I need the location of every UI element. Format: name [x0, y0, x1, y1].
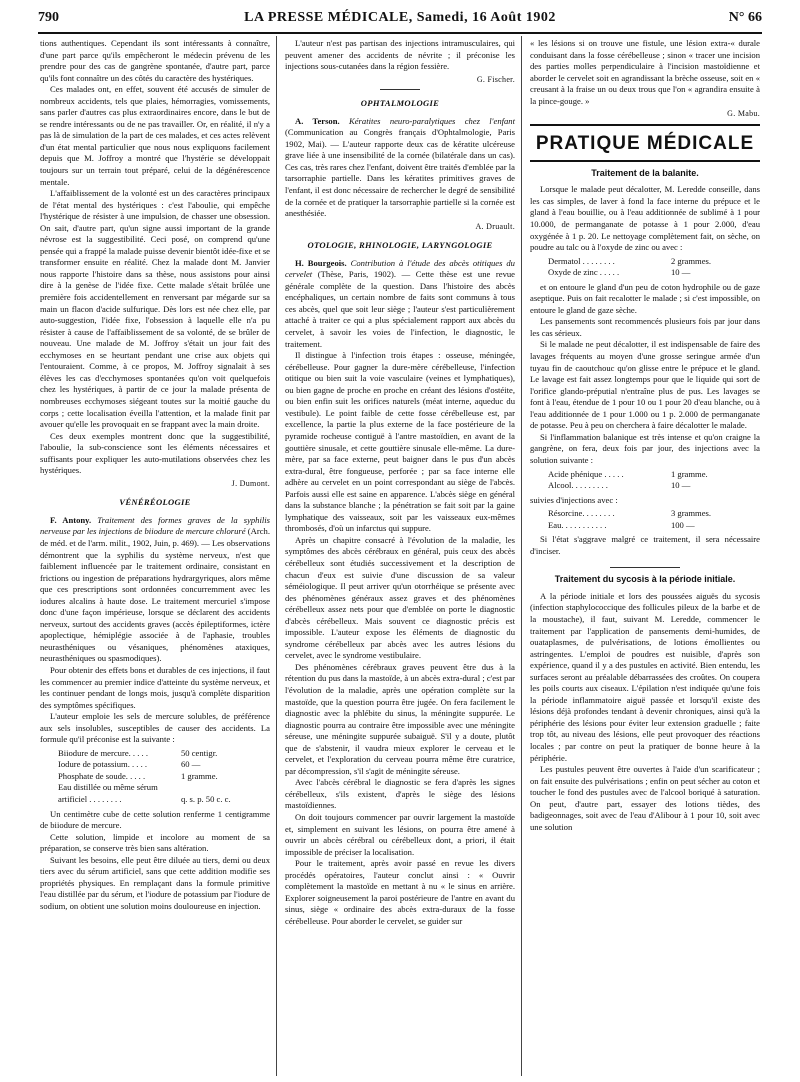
abstract-author: H. Bourgeois.	[295, 257, 347, 268]
formula-row	[40, 771, 270, 783]
author-signature: G. Fischer.	[476, 74, 515, 84]
section-heading: OTOLOGIE, RHINOLOGIE, LARYNGOLOGIE	[307, 240, 493, 251]
abstract-title: Traitement des formes graves de la syphilis nerveuse par les injections de biiodure de mercure chloruré	[40, 514, 270, 537]
paragraph: Si l'inflammation balanique est très intense et qu'on craigne la gangrène, on fera, deux fois par jour, des injections avec la solution suivante :	[530, 431, 760, 465]
prescription-formula	[530, 256, 760, 279]
paragraph: Un centimètre cube de cette solution renferme 1 centigramme de biiodure de mercure.	[40, 808, 270, 831]
prescription-formula	[530, 508, 760, 531]
paragraph: Il distingue à l'infection trois étapes : osseuse, méningée, cérébelleuse. Pour gagner la dure-mère cérébelleuse, l'infection otitique ou bien suit la voie vasculaire (veines et lymphatiques), ou bien gagne de proche en proche en créant des lésions d'ostéite, ou bien enfin suit les orifices naturels (méat interne, aqueduc du vestibule). Le point faible de cette fosse cérébelleuse est, par excellence, la partie la plus externe de la face postérieure de la pyramide rocheuse contiguë à l'antre mastoïdien, en avant de la gouttière sinusale, et cette gouttière sinusale elle-même. La dure-mère, par sa face externe, peut baigner dans le pus d'un abcès extra-dural, être fongueuse, perforée ; par sa face interne elle adhère au cervelet en un point correspondant au siège de l'abcès. Parfois aussi elle est saine en apparence. L'abcès siège en général dans la substance blanche ; la pénétration se fait soit par la gaine lymphatique des vaisseaux, soit par les vaisseaux eux-mêmes thrombosés, d'où un infarctus qui suppure.	[285, 350, 515, 534]
formula-row	[530, 520, 760, 532]
ingredient: Iodure de potassium. . . . .	[58, 759, 148, 770]
paragraph: tions authentiques. Cependant ils sont intéressants à connaître, d'une part parce qu'ils empêcheront le médecin prévenu de les prendre pour des cas de gangrène spontanée, d'autre part, parce qu'ils font connaître un des côtés du caractère des hystériques.	[40, 38, 270, 83]
section-rule	[530, 124, 760, 126]
column-divider	[276, 36, 277, 1076]
quantity: 1 gramme.	[180, 770, 218, 781]
issue-number: N° 66	[728, 10, 762, 25]
column-divider	[521, 36, 522, 1076]
formula-row	[40, 748, 270, 760]
ingredient: Oxyde de zinc . . . . .	[548, 267, 620, 278]
formula-row	[40, 759, 270, 771]
separator-rule	[610, 567, 680, 568]
ingredient: Alcool. . . . . . . . .	[548, 480, 608, 491]
prescription-formula	[40, 748, 270, 806]
section-title: PRATIQUE MÉDICALE	[535, 132, 755, 154]
paragraph: suivies d'injections avec :	[530, 494, 618, 505]
paragraph: Les pansements sont recommencés plusieurs fois par jour dans les cas sérieux.	[530, 316, 760, 338]
ingredient: Dermatol . . . . . . . .	[548, 255, 615, 266]
abstract-paragraph	[285, 258, 515, 350]
paragraph: Suivant les besoins, elle peut être diluée au tiers, demi ou deux tiers avec du sérum artificiel, sans que cette addition modifie ses propriétés physiques. En remplaçant dans la formule primitive l'eau distillée par du sérum, et l'iodure de potassium par l'iodure de sodium, on obtient une solution moins douloureuse en injection.	[40, 854, 270, 911]
paragraph: Les pustules peuvent être ouvertes à l'aide d'un scarificateur ; on fait ensuite des pulvérisations ; enfin on peut sécher au coton et toucher le fond des pustules avec de l'alcool boriqué à saturation. On peut, d'autre part, essayer des lotions tièdes, des badigeonnages, soit avec de l'eau d'Alibour à 1 pour 10, soit avec une solution	[530, 764, 760, 832]
paragraph: Si l'état s'aggrave malgré ce traitement, il sera nécessaire d'inciser.	[530, 534, 760, 556]
ingredient: Eau distillée ou même sérum	[58, 782, 158, 793]
article-heading: Traitement de la balanite.	[591, 167, 699, 178]
ingredient: Eau. . . . . . . . . . .	[548, 519, 607, 530]
article-heading: Traitement du sycosis à la période initiale.	[554, 574, 736, 585]
formula-row	[530, 480, 760, 492]
quantity: 50 centigr.	[180, 747, 218, 758]
author-signature: G. Mabu.	[727, 109, 760, 119]
abstract-author: A. Terson.	[295, 115, 340, 126]
paragraph: L'auteur n'est pas partisan des injections intramusculaires, qui peuvent amener des accidents de névrite ; il préconise les injections sous-cutanées dans la région fessière.	[285, 38, 515, 72]
ingredient: Acide phénique . . . . .	[548, 468, 624, 479]
formula-row	[530, 469, 760, 481]
quantity: 3 grammes.	[670, 508, 712, 519]
separator-rule	[380, 89, 420, 90]
author-signature: A. Druault.	[475, 221, 515, 231]
column-1	[40, 38, 270, 912]
quantity: 60 —	[180, 759, 201, 770]
formula-row	[530, 267, 760, 279]
paragraph: Ces malades ont, en effet, souvent été accusés de simuler de nombreux accidents, tels que plaies, hémorragies, vomissements, sans parler d'autres cas plus extraordinaires encore, dans le but de se rendre intéressants ou de ne pas travailler. Or, en réalité, il n'y a pas là de simulation de la part de ces malades, et ces actes relèvent d'un état mental particulier que nous nous expliquons facilement depuis que M. Joffroy a montré que l'hystérie se développait toujours sur un terrain tout préparé, celui de la dégénérescence mentale.	[40, 84, 270, 187]
paragraph: A la période initiale et lors des poussées aiguës du sycosis (infection staphylococcique des follicules pileux de la barbe et de la moustache), il faut, suivant M. Leredde, commencer le traitement par l'application de pansements demi-humides, de ouataplasmes, de pulvérisations, de lotions émollientes ou astringentes. L'emploi de poudres est nuisible, d'après son expérience, quand il y a des pustules en activité. Bien entendu, les surfaces seront au préalable débarrassées des croûtes. On coupera les poils courts aux ciseaux. L'épilation n'est indiquée qu'une fois la période inflammatoire aiguë passée et lorsqu'il existe des lésions déjà profondes tendant à devenir chroniques, ainsi qu'à la périphérie des lésions pour éviter leur extension graduelle ; faite trop tôt, au niveau des lésions, elle peut provoquer des réactions locales ; par contre on peut la pratiquer de bonne heure à la périphérie.	[530, 590, 760, 763]
paragraph: L'auteur emploie les sels de mercure solubles, de préférence aux sels insolubles, susceptibles de causer des accidents. La formule qu'il préconise est la suivante :	[40, 711, 270, 745]
header-rule	[38, 32, 762, 34]
paragraph: Après un chapitre consacré à l'évolution de la maladie, les symptômes des abcès cérébraux en général, puis ceux des abcès cérébelleux sont étudiés successivement et la description de chacun d'eux est suivie d'une discussion de sa valeur séméiologique. Il peut arriver qu'un otorrhéique se présente avec des phénomènes généraux assez graves et des phénomènes cérébelleux assez nets pour que d'emblée on porte le diagnostic d'abcès cérébelleux. Mais souvent ce diagnostic précis est impossible. L'auteur expose les éléments de diagnostic du syndrome cérébelleux par abcès avec les autres lésions du cervelet, avec le syndrome vestibulaire.	[285, 534, 515, 661]
section-heading: VÉNÉRÉOLOGIE	[119, 497, 191, 508]
formula-row	[40, 782, 270, 794]
abstract-text: (Thèse, Paris, 1902). — Cette thèse est une revue générale complète de la question. Dans l'histoire des abcès encéphaliques, un certain nombre de faits sont communs à tous ces abcès, quel que soit leur siège ; l'auteur s'est particulièrement attaché à traiter ce qui a plus spécialement rapport aux abcès du cervelet, à savoir les voies de l'infection, le diagnostic, le traitement.	[285, 269, 515, 349]
paragraph: Si le malade ne peut décalotter, il est indispensable de faire des lavages fréquents au moyen d'une grosse seringue armée d'un tuyau fin de caoutchouc qu'on glisse entre le prépuce et le gland. Le lavage est fait assez longtemps pour que le liquide qui sort de l'orifice glando-préputial n'entraîne plus de pus. Les lavages se font à l'eau, étendue de 1 pour 10 ou 1 pour 20 d'eau blanche, ou à l'eau additionnée de 1 pour 1.000 ou 1 p. 2.000 de permanganate de potasse. Peu à peu on cherchera à faire décalotter le malade.	[530, 339, 760, 431]
quantity: 100 —	[670, 519, 695, 530]
quantity: q. s. p. 50 c. c.	[180, 794, 231, 804]
paragraph: Pour le traitement, après avoir passé en revue les divers procédés opératoires, l'auteur conclut ainsi : « Ouvrir complètement la mastoïde en mettant à nu « le sinus en arrière. Explorer soigneusement la paroi postérieure de l'antre en avant du sinus, siège « ordinaire des abcès extra-duraux de la fosse cérébelleuse. Pour aborder le cervelet, se guider sur	[285, 858, 515, 926]
page-header	[38, 10, 762, 30]
paragraph: L'affaiblissement de la volonté est un des caractères principaux de l'état mental des hystériques : c'est l'aboulie, qui empêche l'hystérique de résister à une impulsion, de chasser une obsession. On sait, d'autre part, qu'un signe aussi important de la grande névrose est la suggestibilité. Ceci posé, on comprend qu'une pensée qui a frappé la malade puisse devenir bientôt idée-fixe et se transformer ensuite en réalité. Chez la malade dont M. Janvier nous rapporte l'histoire dans sa thèse, nous assistons pour ainsi dire à la genèse de l'idée fixe. Cette malade s'était brûlée une première fois accidentellement en renversant par mégarde sur sa main un flacon d'acide sulfurique. Dès lors est née chez elle, par auto-suggestion, l'idée fixe, l'obsession à laquelle elle n'a pu résister à cause de l'affaiblissement de sa volonté, de se brûler de nouveau. Une malade de M. Joffroy s'était un jour fait des ecchymoses en se heurtant pendant une crise aux objets qui l'entouraient. Comme, à ce propos, M. Joffroy signalait à ses élèves les cas d'ecchymoses spontanées qu'on voit quelquefois chez les hystériques, à partir de ce jour la malade présenta de nombreuses ecchymoses siégeant toutes sur la moitié gauche du corps ; cette localisation éveilla l'attention, et la malade finit par avouer qu'elle les provoquait en se frappant avec la main droite.	[40, 188, 270, 430]
paragraph: Pour obtenir des effets bons et durables de ces injections, il faut les commencer au premier indice d'atteinte du système nerveux, et les continuer pendant de longs mois, jusqu'à complète disparition des symptômes spécifiques.	[40, 664, 270, 710]
column-3	[530, 38, 760, 833]
column-2	[285, 38, 515, 927]
journal-title: LA PRESSE MÉDICALE, Samedi, 16 Août 1902	[244, 10, 556, 25]
author-signature: J. Dumont.	[231, 478, 270, 488]
paragraph: « les lésions si on trouve une fistule, une lésion extra-« durale conduisant dans la fosse cérébelleuse ; sinon « tracer une incision des parties molles perpendiculaire à l'incision mastoïdienne et aborder le cervelet soit en agrandissant la brèche osseuse, soit en « creusant à la fraise un ou deux trous que l'on « agrandira ensuite à la pince-gouge. »	[530, 38, 760, 106]
abstract-title: Kératites neuro-paralytiques chez l'enfant	[349, 115, 515, 126]
abstract-text: (Communication au Congrès français d'Ophtalmologie, Paris 1902, Mai). — L'auteur rapporte deux cas de kératite ulcéreuse grave liée à une insensibilité de la cornée (bilatérale dans un cas). Ces cas, très rares chez l'enfant, doivent être traités d'emblée par la tarsorraphie partielle. Dans les kératites primitives graves de l'enfant, il est donc nécessaire de rechercher le degré de sensibilité de la cornée et de pratiquer la tarsorraphie partielle si la cornée est anesthésiée.	[285, 127, 515, 219]
paragraph: Cette solution, limpide et incolore au moment de sa préparation, se conserve très bien sans altération.	[40, 831, 270, 854]
ingredient: Résorcine. . . . . . . .	[548, 508, 615, 519]
abstract-paragraph	[285, 116, 515, 220]
ingredient: Biiodure de mercure. . . . .	[58, 747, 148, 758]
section-rule	[530, 160, 760, 162]
paragraph: On doit toujours commencer par ouvrir largement la mastoïde et, simplement en suivant les lésions, on pourra être amené à ouvrir un abcès cérébral ou cérébelleux dont, a priori, il était impossible de préciser la localisation.	[285, 812, 515, 857]
abstract-title: Contribution à l'étude des abcès otitiques du cervelet	[285, 257, 515, 280]
quantity: 10 —	[670, 267, 691, 278]
quantity: 10 —	[670, 480, 691, 491]
abstract-paragraph	[40, 515, 270, 665]
quantity: 1 gramme.	[670, 468, 708, 479]
formula-row	[530, 508, 760, 520]
quantity: 2 grammes.	[670, 255, 712, 266]
page-number: 790	[38, 10, 59, 25]
paragraph: Ces deux exemples montrent donc que la suggestibilité, l'aboulie, la sub-conscience sont les éléments nécessaires et suffisants pour expliquer les auto-mutilations observées chez les hystériques.	[40, 430, 270, 476]
quantity	[181, 782, 270, 794]
ingredient: artificiel . . . . . . . .	[58, 794, 122, 804]
formula-row	[530, 256, 760, 268]
paragraph: Lorsque le malade peut décalotter, M. Leredde conseille, dans les cas simples, de laver à fond la face interne du prépuce et le gland à l'eau bouillie, ou à l'eau additionnée de sublimé à 1 pour 10.000, de permanganate de potasse à 1 pour 2.000, d'eau oxygénée à 1 p. 20. Le nettoyage complètement fait, on sèche, on poudre au talc ou à l'oxyde de zinc ou avec :	[530, 184, 760, 253]
abstract-author: F. Antony.	[50, 514, 92, 525]
section-heading: OPHTALMOLOGIE	[360, 98, 440, 109]
ingredient: Phosphate de soude. . . . .	[58, 770, 146, 781]
paragraph: et on entoure le gland d'un peu de coton hydrophile ou de gaze aseptique. Puis on fait recalotter le malade ; si c'est impossible, on entoure le gland de gaze sèche.	[530, 281, 760, 315]
paragraph: Des phénomènes cérébraux graves peuvent être dus à la rétention du pus dans la mastoïde, à un abcès extra-dural ; c'est par l'évolution de la maladie, après une opération complète sur la mastoïde, que la question pourra être jugée. On fera facilement le diagnostic avec la phlébite du sinus, la méningite suppurée. Le diagnostic pourra au contraire être impossible avec une méningite séreuse, une méningite suppurée subaiguë. S'il y a doute, plutôt que de s'abstenir, il vaudra mieux explorer le cerveau et le cervelet, et l'exploration du cerveau pourra même être curatrice, par décompression, s'il s'agit de méningite séreuse.	[285, 661, 515, 776]
abstract-text: (Arch. de méd. et de l'arm. milit., 1902, Juin, p. 469). — Les observations démontrent que la syphilis du système nerveux, n'est que faiblement influencée par le traitement ordinaire, consistant en frictions ou ingestion de préparations hydrargyriques, alors même que ces prescriptions sont ordonnées concurremment avec les iodures alcalins à haute dose. Le traitement mercuriel s'impose donc d'une façon impérieuse, lorsque se déclarent des accidents nerveux, surtout des accidents graves (accès épileptiformes, ictère apoplectique, hémiplégie associée à de l'aphasie, troubles neurasthéniques ou vésaniques, phénomènes ataxiques, neurasthéniques ou spasmodiques).	[40, 526, 270, 664]
formula-row	[40, 794, 270, 806]
prescription-formula	[530, 469, 760, 492]
paragraph: Avec l'abcès cérébral le diagnostic se fera d'après les signes cérébelleux, s'ils existent, d'après le siège des lésions mastoïdiennes.	[285, 777, 515, 811]
